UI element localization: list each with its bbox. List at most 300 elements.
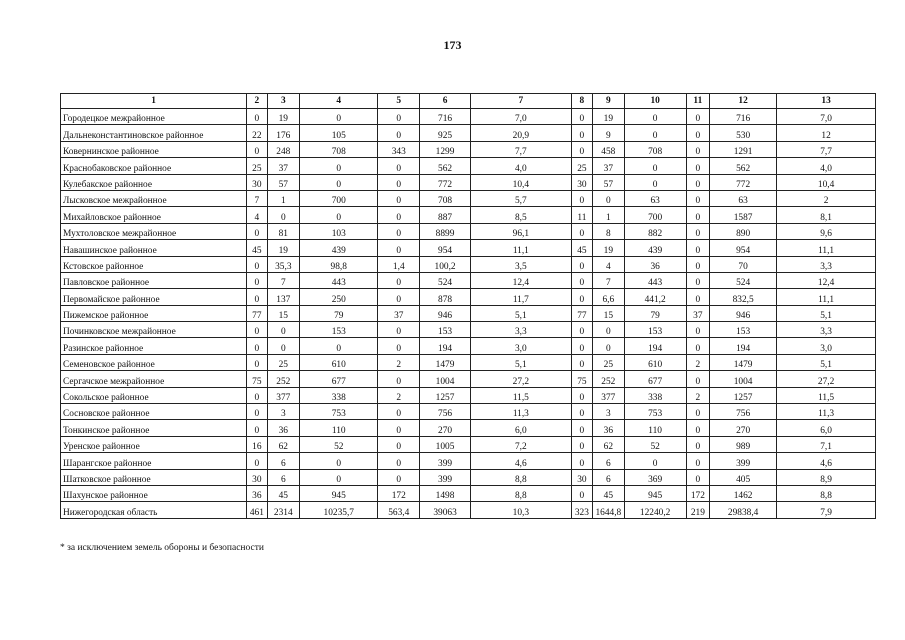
table-cell: 11,3 <box>470 404 571 420</box>
table-body <box>61 109 876 519</box>
table-cell: 103 <box>300 223 378 239</box>
table-cell: 0 <box>571 453 592 469</box>
table-cell: 12,4 <box>470 272 571 288</box>
table-cell: 0 <box>267 207 300 223</box>
table-cell: 194 <box>420 338 471 354</box>
table-row <box>61 436 876 452</box>
table-cell: 0 <box>378 109 420 125</box>
table-row <box>61 305 876 321</box>
table-cell: 27,2 <box>470 371 571 387</box>
table-cell: 79 <box>624 305 686 321</box>
table-cell: 77 <box>247 305 267 321</box>
table-cell: 0 <box>378 174 420 190</box>
table-cell: 832,5 <box>710 289 777 305</box>
table-cell: 753 <box>624 404 686 420</box>
table-cell: 172 <box>378 485 420 501</box>
table-cell: 5,1 <box>470 354 571 370</box>
table-cell: 1004 <box>420 371 471 387</box>
table-cell: 439 <box>300 240 378 256</box>
table-cell: 5,1 <box>470 305 571 321</box>
table-cell: 7,7 <box>777 141 876 157</box>
table-row <box>61 469 876 485</box>
table-row <box>61 272 876 288</box>
row-label: Нижегородская область <box>61 502 247 518</box>
table-cell: 75 <box>247 371 267 387</box>
table-cell: 270 <box>710 420 777 436</box>
table-cell: 3,5 <box>470 256 571 272</box>
table-cell: 10,4 <box>470 174 571 190</box>
table-cell: 100,2 <box>420 256 471 272</box>
table-cell: 0 <box>378 289 420 305</box>
column-header: 9 <box>593 94 625 109</box>
table-cell: 0 <box>624 158 686 174</box>
table-cell: 700 <box>624 207 686 223</box>
table-cell: 35,3 <box>267 256 300 272</box>
row-label: Шарангское районное <box>61 453 247 469</box>
table-cell: 0 <box>247 453 267 469</box>
table-cell: 0 <box>624 125 686 141</box>
table-cell: 1 <box>593 207 625 223</box>
table-cell: 0 <box>571 109 592 125</box>
table-cell: 4,0 <box>777 158 876 174</box>
table-cell: 11,1 <box>777 240 876 256</box>
table-cell: 0 <box>300 453 378 469</box>
table-cell: 399 <box>420 453 471 469</box>
table-cell: 0 <box>686 158 709 174</box>
table-cell: 0 <box>247 354 267 370</box>
table-cell: 25 <box>593 354 625 370</box>
row-label: Семеновское районное <box>61 354 247 370</box>
table-cell: 461 <box>247 502 267 518</box>
table-cell: 716 <box>710 109 777 125</box>
column-header: 13 <box>777 94 876 109</box>
table-cell: 562 <box>710 158 777 174</box>
table-cell: 52 <box>624 436 686 452</box>
table-cell: 10235,7 <box>300 502 378 518</box>
table-cell: 6 <box>593 469 625 485</box>
table-cell: 405 <box>710 469 777 485</box>
table-cell: 6 <box>593 453 625 469</box>
table-cell: 530 <box>710 125 777 141</box>
table-cell: 30 <box>571 174 592 190</box>
table-cell: 252 <box>593 371 625 387</box>
row-label: Кулебакское районное <box>61 174 247 190</box>
table-cell: 79 <box>300 305 378 321</box>
table-cell: 11,1 <box>470 240 571 256</box>
table-cell: 716 <box>420 109 471 125</box>
table-cell: 369 <box>624 469 686 485</box>
table-cell: 30 <box>571 469 592 485</box>
table-cell: 0 <box>300 338 378 354</box>
table-cell: 62 <box>593 436 625 452</box>
table-cell: 0 <box>686 420 709 436</box>
table-cell: 1587 <box>710 207 777 223</box>
table-cell: 7,2 <box>470 436 571 452</box>
table-cell: 946 <box>420 305 471 321</box>
table-cell: 25 <box>247 158 267 174</box>
table-cell: 0 <box>247 256 267 272</box>
table-cell: 45 <box>571 240 592 256</box>
table-cell: 0 <box>686 404 709 420</box>
table-cell: 0 <box>571 338 592 354</box>
table-cell: 4 <box>593 256 625 272</box>
table-cell: 441,2 <box>624 289 686 305</box>
table-cell: 0 <box>247 289 267 305</box>
table-cell: 0 <box>378 420 420 436</box>
table-cell: 0 <box>624 453 686 469</box>
table-cell: 29838,4 <box>710 502 777 518</box>
table-cell: 8,8 <box>777 485 876 501</box>
table-cell: 176 <box>267 125 300 141</box>
table-cell: 63 <box>710 190 777 206</box>
table-cell: 562 <box>420 158 471 174</box>
row-label: Сокольское районное <box>61 387 247 403</box>
row-label: Краснобаковское районное <box>61 158 247 174</box>
table-cell: 153 <box>624 322 686 338</box>
table-cell: 0 <box>686 371 709 387</box>
table-cell: 36 <box>624 256 686 272</box>
column-header: 4 <box>300 94 378 109</box>
table-cell: 708 <box>420 190 471 206</box>
row-label: Ковернинское районное <box>61 141 247 157</box>
table-cell: 439 <box>624 240 686 256</box>
table-cell: 0 <box>300 158 378 174</box>
table-cell: 1005 <box>420 436 471 452</box>
table-cell: 0 <box>686 109 709 125</box>
row-label: Первомайское районное <box>61 289 247 305</box>
column-header: 1 <box>61 94 247 109</box>
table-cell: 1462 <box>710 485 777 501</box>
table-cell: 11 <box>571 207 592 223</box>
table-cell: 6 <box>267 469 300 485</box>
table-cell: 16 <box>247 436 267 452</box>
table-cell: 10,4 <box>777 174 876 190</box>
table-row <box>61 485 876 501</box>
table-cell: 8,8 <box>470 485 571 501</box>
table-cell: 6,0 <box>470 420 571 436</box>
table-cell: 7,7 <box>470 141 571 157</box>
table-cell: 377 <box>267 387 300 403</box>
table-cell: 25 <box>571 158 592 174</box>
table-cell: 98,8 <box>300 256 378 272</box>
table-cell: 0 <box>300 469 378 485</box>
table-cell: 0 <box>378 404 420 420</box>
table-cell: 0 <box>378 158 420 174</box>
data-table <box>60 93 876 519</box>
table-cell: 458 <box>593 141 625 157</box>
table-cell: 0 <box>686 469 709 485</box>
table-cell: 6 <box>267 453 300 469</box>
table-cell: 270 <box>420 420 471 436</box>
table-cell: 2 <box>378 354 420 370</box>
table-cell: 12 <box>777 125 876 141</box>
table-cell: 8,8 <box>470 469 571 485</box>
table-row <box>61 223 876 239</box>
table-cell: 19 <box>267 240 300 256</box>
table-cell: 25 <box>267 354 300 370</box>
table-cell: 2314 <box>267 502 300 518</box>
table-cell: 57 <box>267 174 300 190</box>
table-cell: 45 <box>267 485 300 501</box>
table-cell: 6,0 <box>777 420 876 436</box>
table-cell: 30 <box>247 174 267 190</box>
table-cell: 7,9 <box>777 502 876 518</box>
table-cell: 0 <box>378 322 420 338</box>
row-label: Сосновское районное <box>61 404 247 420</box>
table-cell: 12240,2 <box>624 502 686 518</box>
table-cell: 945 <box>624 485 686 501</box>
table-cell: 37 <box>686 305 709 321</box>
table-cell: 110 <box>300 420 378 436</box>
column-header: 8 <box>571 94 592 109</box>
table-cell: 8,5 <box>470 207 571 223</box>
table-cell: 1498 <box>420 485 471 501</box>
table-cell: 5,1 <box>777 305 876 321</box>
table-cell: 0 <box>571 485 592 501</box>
table-cell: 96,1 <box>470 223 571 239</box>
table-cell: 30 <box>247 469 267 485</box>
table-cell: 20,9 <box>470 125 571 141</box>
table-cell: 11,5 <box>470 387 571 403</box>
table-cell: 954 <box>420 240 471 256</box>
table-cell: 563,4 <box>378 502 420 518</box>
table-cell: 0 <box>300 207 378 223</box>
table-cell: 15 <box>593 305 625 321</box>
table-cell: 1479 <box>710 354 777 370</box>
table-cell: 0 <box>624 174 686 190</box>
table-cell: 45 <box>593 485 625 501</box>
column-header: 7 <box>470 94 571 109</box>
row-label: Навашинское районное <box>61 240 247 256</box>
table-cell: 137 <box>267 289 300 305</box>
table-row <box>61 256 876 272</box>
table-cell: 945 <box>300 485 378 501</box>
header-row <box>61 94 876 109</box>
table-cell: 0 <box>247 109 267 125</box>
table-cell: 0 <box>247 223 267 239</box>
table-cell: 12,4 <box>777 272 876 288</box>
table-cell: 7 <box>593 272 625 288</box>
table-cell: 677 <box>300 371 378 387</box>
table-cell: 3 <box>267 404 300 420</box>
column-header: 3 <box>267 94 300 109</box>
table-cell: 2 <box>686 387 709 403</box>
table-cell: 1 <box>267 190 300 206</box>
table-cell: 11,3 <box>777 404 876 420</box>
table-cell: 110 <box>624 420 686 436</box>
column-header: 10 <box>624 94 686 109</box>
table-cell: 772 <box>420 174 471 190</box>
table-cell: 5,7 <box>470 190 571 206</box>
table-cell: 153 <box>300 322 378 338</box>
table-cell: 0 <box>247 272 267 288</box>
table-cell: 0 <box>378 125 420 141</box>
table-cell: 0 <box>686 207 709 223</box>
table-cell: 0 <box>300 174 378 190</box>
table-cell: 0 <box>267 322 300 338</box>
table-cell: 0 <box>378 371 420 387</box>
table-cell: 153 <box>710 322 777 338</box>
table-cell: 194 <box>624 338 686 354</box>
table-cell: 45 <box>247 240 267 256</box>
table-cell: 6,6 <box>593 289 625 305</box>
table-cell: 0 <box>593 338 625 354</box>
table-cell: 2 <box>378 387 420 403</box>
table-cell: 7,1 <box>777 436 876 452</box>
table-cell: 0 <box>571 190 592 206</box>
row-label: Шатковское районное <box>61 469 247 485</box>
table-cell: 1004 <box>710 371 777 387</box>
table-cell: 925 <box>420 125 471 141</box>
table-cell: 22 <box>247 125 267 141</box>
column-header: 11 <box>686 94 709 109</box>
table-cell: 0 <box>378 436 420 452</box>
table-cell: 70 <box>710 256 777 272</box>
row-label: Сергачское межрайонное <box>61 371 247 387</box>
table-cell: 3,3 <box>470 322 571 338</box>
table-cell: 10,3 <box>470 502 571 518</box>
table-cell: 399 <box>420 469 471 485</box>
table-cell: 0 <box>378 469 420 485</box>
table-cell: 153 <box>420 322 471 338</box>
table-cell: 11,7 <box>470 289 571 305</box>
table-cell: 1257 <box>710 387 777 403</box>
table-row <box>61 338 876 354</box>
row-label: Городецкое межрайонное <box>61 109 247 125</box>
table-cell: 0 <box>686 240 709 256</box>
table-cell: 19 <box>593 240 625 256</box>
table-row <box>61 158 876 174</box>
column-header: 12 <box>710 94 777 109</box>
table-cell: 7,0 <box>470 109 571 125</box>
table-cell: 338 <box>624 387 686 403</box>
table-cell: 0 <box>571 420 592 436</box>
table-row <box>61 371 876 387</box>
table-cell: 3,0 <box>777 338 876 354</box>
table-row <box>61 289 876 305</box>
table-cell: 0 <box>378 272 420 288</box>
row-label: Пижемское районное <box>61 305 247 321</box>
table-cell: 0 <box>378 338 420 354</box>
table-cell: 75 <box>571 371 592 387</box>
table-cell: 4,0 <box>470 158 571 174</box>
table-cell: 0 <box>686 174 709 190</box>
table-row <box>61 453 876 469</box>
table-cell: 323 <box>571 502 592 518</box>
table-cell: 0 <box>247 141 267 157</box>
table-cell: 3 <box>593 404 625 420</box>
table-cell: 0 <box>267 338 300 354</box>
table-cell: 0 <box>571 256 592 272</box>
table-cell: 3,0 <box>470 338 571 354</box>
table-row <box>61 125 876 141</box>
table-cell: 0 <box>624 109 686 125</box>
row-label: Тонкинское районное <box>61 420 247 436</box>
table-row <box>61 141 876 157</box>
table-cell: 0 <box>247 338 267 354</box>
row-label: Уренское районное <box>61 436 247 452</box>
table-cell: 8899 <box>420 223 471 239</box>
table-cell: 0 <box>571 322 592 338</box>
table-cell: 0 <box>247 404 267 420</box>
table-cell: 36 <box>593 420 625 436</box>
table-cell: 0 <box>571 272 592 288</box>
row-label: Дальнеконстантиновское районное <box>61 125 247 141</box>
table-cell: 677 <box>624 371 686 387</box>
table-cell: 37 <box>593 158 625 174</box>
table-cell: 7,0 <box>777 109 876 125</box>
table-cell: 0 <box>571 436 592 452</box>
table-cell: 0 <box>300 109 378 125</box>
table-cell: 0 <box>571 141 592 157</box>
row-label: Михайловское районное <box>61 207 247 223</box>
table-cell: 0 <box>571 354 592 370</box>
table-cell: 882 <box>624 223 686 239</box>
table-cell: 946 <box>710 305 777 321</box>
table-cell: 0 <box>686 338 709 354</box>
table-cell: 443 <box>300 272 378 288</box>
table-cell: 0 <box>686 436 709 452</box>
table-cell: 63 <box>624 190 686 206</box>
table-cell: 708 <box>624 141 686 157</box>
footnote: * за исключением земель обороны и безопасности <box>60 543 264 553</box>
table-cell: 524 <box>420 272 471 288</box>
table-cell: 2 <box>686 354 709 370</box>
table-cell: 338 <box>300 387 378 403</box>
table-row <box>61 420 876 436</box>
table-cell: 52 <box>300 436 378 452</box>
table-cell: 3,3 <box>777 256 876 272</box>
table-cell: 0 <box>247 322 267 338</box>
table-cell: 890 <box>710 223 777 239</box>
table-row <box>61 207 876 223</box>
row-label: Разинское районное <box>61 338 247 354</box>
table-cell: 0 <box>247 420 267 436</box>
table-cell: 0 <box>571 289 592 305</box>
table-cell: 772 <box>710 174 777 190</box>
table-cell: 7 <box>247 190 267 206</box>
table-cell: 252 <box>267 371 300 387</box>
table-cell: 250 <box>300 289 378 305</box>
table-cell: 4,6 <box>777 453 876 469</box>
table-cell: 1291 <box>710 141 777 157</box>
table-cell: 878 <box>420 289 471 305</box>
table-cell: 0 <box>247 387 267 403</box>
table-cell: 4 <box>247 207 267 223</box>
row-label: Кстовское районное <box>61 256 247 272</box>
table-cell: 1299 <box>420 141 471 157</box>
table-cell: 610 <box>624 354 686 370</box>
table-cell: 0 <box>686 141 709 157</box>
table-cell: 9,6 <box>777 223 876 239</box>
table-cell: 172 <box>686 485 709 501</box>
table-cell: 37 <box>378 305 420 321</box>
column-header: 5 <box>378 94 420 109</box>
table-cell: 0 <box>378 190 420 206</box>
table-cell: 27,2 <box>777 371 876 387</box>
table-cell: 3,3 <box>777 322 876 338</box>
table-cell: 57 <box>593 174 625 190</box>
table-cell: 989 <box>710 436 777 452</box>
table-cell: 39063 <box>420 502 471 518</box>
table-cell: 0 <box>686 223 709 239</box>
table-cell: 105 <box>300 125 378 141</box>
table-cell: 8,1 <box>777 207 876 223</box>
row-label: Павловское районное <box>61 272 247 288</box>
table-row <box>61 190 876 206</box>
table-cell: 4,6 <box>470 453 571 469</box>
table-cell: 1257 <box>420 387 471 403</box>
